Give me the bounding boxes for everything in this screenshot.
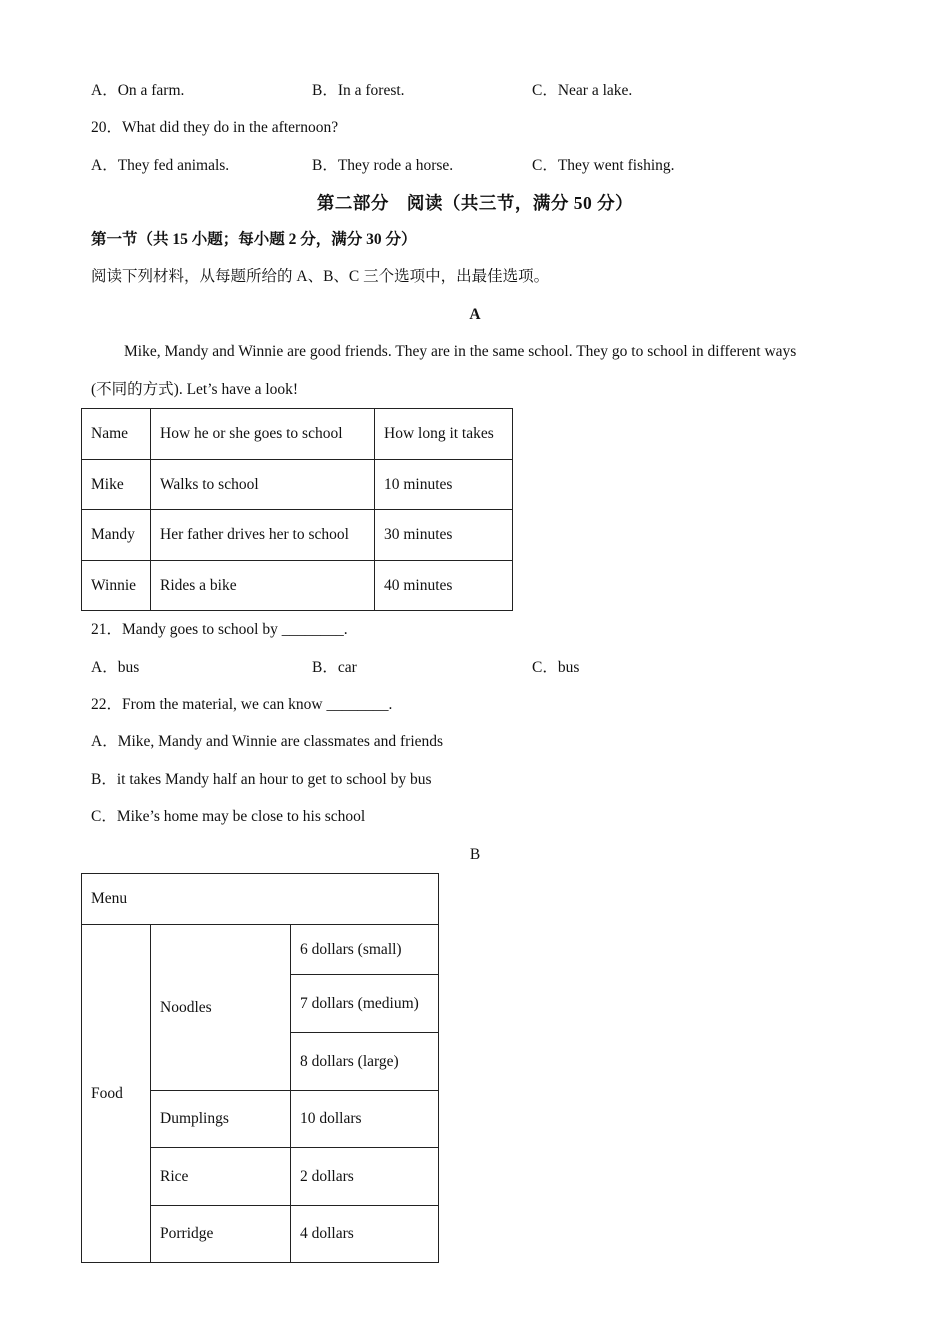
menu-price: 6 dollars (small) [291, 925, 439, 975]
q20-question: 20．What did they do in the afternoon? [91, 119, 339, 136]
q21-option-c: C．bus [532, 659, 580, 676]
menu-price: 7 dollars (medium) [291, 975, 439, 1033]
menu-price: 10 dollars [291, 1091, 439, 1148]
q19-option-a: A．On a farm. [91, 82, 185, 99]
row-name: Mike [82, 460, 151, 510]
q20-option-c: C．They went fishing. [532, 157, 675, 174]
row-duration: 30 minutes [375, 510, 513, 561]
passage-b-label: B [469, 846, 481, 863]
menu-category: Food [82, 925, 151, 1263]
table-row [82, 460, 513, 510]
menu-title: Menu [82, 874, 439, 925]
row-duration: 40 minutes [375, 561, 513, 611]
passage-a-line2: (不同的方式). Let’s have a look! [91, 381, 299, 398]
instructions: 阅读下列材料，从每题所给的 A、B、C 三个选项中，出最佳选项。 [91, 268, 550, 285]
transport-table [81, 408, 513, 611]
q22-question: 22．From the material, we can know ________. [91, 696, 393, 713]
table-row [82, 561, 513, 611]
row-name: Winnie [82, 561, 151, 611]
table-row [82, 925, 439, 975]
q21-question: 21．Mandy goes to school by ________. [91, 621, 348, 638]
q22-option-b: B．it takes Mandy half an hour to get to school by bus [91, 771, 432, 788]
menu-item-noodles: Noodles [151, 925, 291, 1091]
row-how: Rides a bike [151, 561, 375, 611]
q19-option-c: C．Near a lake. [532, 82, 633, 99]
menu-price: 4 dollars [291, 1206, 439, 1263]
q19-option-b: B．In a forest. [312, 82, 405, 99]
row-duration: 10 minutes [375, 460, 513, 510]
q20-option-b: B．They rode a horse. [312, 157, 454, 174]
part2-title: 第二部分 阅读（共三节，满分 50 分） [316, 193, 634, 213]
header-duration: How long it takes [375, 409, 513, 460]
header-name: Name [82, 409, 151, 460]
section1-title: 第一节（共 15 小题；每小题 2 分，满分 30 分） [91, 231, 417, 248]
table-header-row [82, 409, 513, 460]
menu-price: 2 dollars [291, 1148, 439, 1206]
q22-option-c: C．Mike’s home may be close to his school [91, 808, 366, 825]
header-how: How he or she goes to school [151, 409, 375, 460]
row-name: Mandy [82, 510, 151, 561]
row-how: Walks to school [151, 460, 375, 510]
passage-a-label: A [469, 306, 481, 323]
menu-item-name: Dumplings [151, 1091, 291, 1148]
menu-item-name: Porridge [151, 1206, 291, 1263]
menu-item-name: Rice [151, 1148, 291, 1206]
row-how: Her father drives her to school [151, 510, 375, 561]
menu-title-row [82, 874, 439, 925]
menu-table [81, 873, 439, 1263]
q22-option-a: A．Mike, Mandy and Winnie are classmates and friends [91, 733, 444, 750]
q21-option-b: B．car [312, 659, 357, 676]
q20-option-a: A．They fed animals. [91, 157, 230, 174]
table-row [82, 510, 513, 561]
passage-a-line1: Mike, Mandy and Winnie are good friends. They are in the same school. They go to school in different ways [124, 343, 797, 360]
menu-price: 8 dollars (large) [291, 1033, 439, 1091]
q21-option-a: A．bus [91, 659, 140, 676]
